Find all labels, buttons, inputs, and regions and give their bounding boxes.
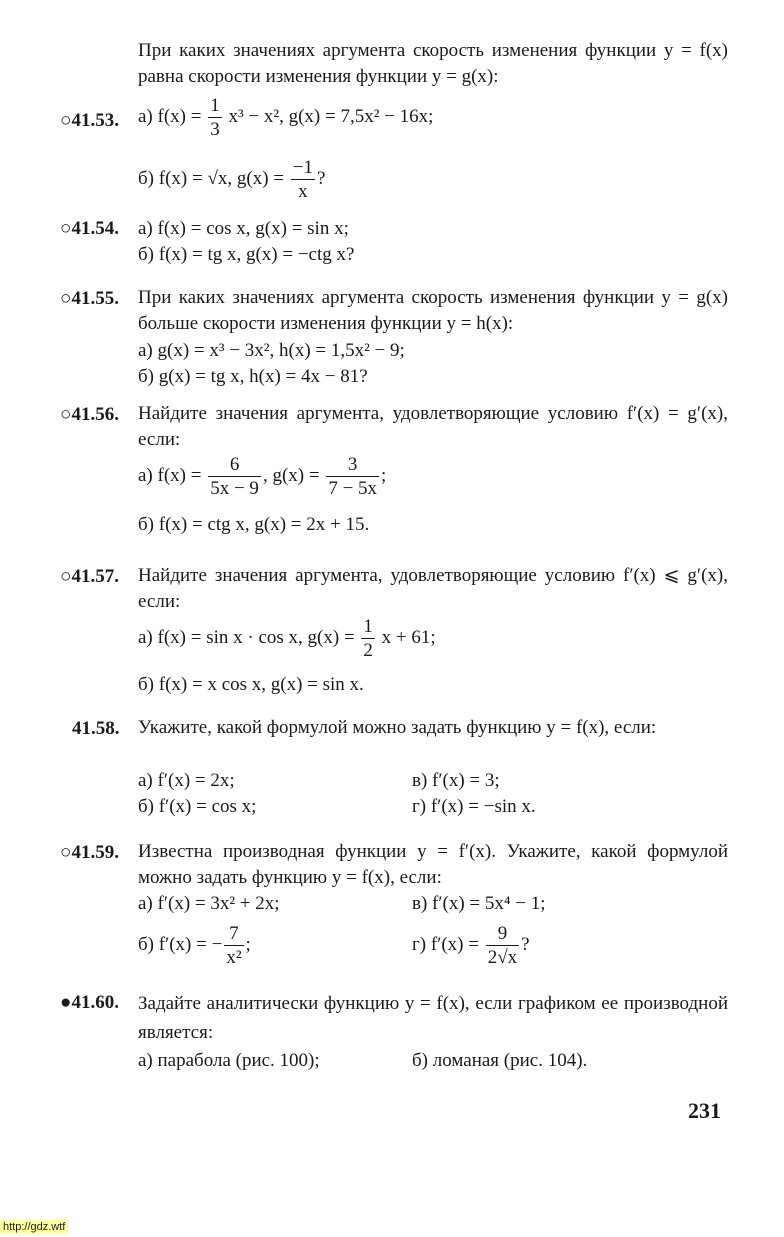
problem-41-57-text: Найдите значения аргумента, удовлетворяющие условию f′(x) ⩽ g′(x), если:: [138, 565, 728, 612]
problem-41-58-a: а) f′(x) = 2x;: [138, 770, 235, 791]
problem-number-41-53: ○41.53.: [60, 110, 119, 131]
p59-b-post: ;: [245, 933, 251, 955]
problem-41-57-a: [138, 617, 436, 660]
fraction: $\frac{9}{2√x}$: [487, 923, 518, 968]
fraction: $\frac{-1}{x}$: [292, 157, 313, 202]
source-link[interactable]: http://gdz.wtf: [0, 1220, 68, 1234]
problem-number-41-54: ○41.54.: [60, 218, 119, 239]
page-number: 231: [688, 1098, 721, 1123]
intro-text: При каких значениях аргумента скорость изменения функции y = f(x) равна скорости изменения функции y = g(x):: [138, 40, 728, 87]
p57-a-post: x + 61;: [381, 626, 436, 648]
problem-41-53-b: [138, 158, 325, 201]
problem-41-56-b: б) f(x) = ctg x, g(x) = 2x + 15.: [138, 514, 370, 535]
problem-41-56-a: [138, 455, 386, 498]
p57-a-pre: а) f(x) = sin x · cos x, g(x) =: [138, 626, 355, 648]
problem-41-60-a: а) парабола (рис. 100);: [138, 1050, 320, 1071]
problem-41-58-v: в) f′(x) = 3;: [412, 770, 500, 791]
fraction: $\frac{1}{3}$: [210, 95, 220, 140]
problem-41-54-a: а) f(x) = cos x, g(x) = sin x;: [138, 218, 349, 239]
p59-g-post: ?: [521, 933, 530, 955]
fraction: $\frac{6}{5x - 9}$: [210, 454, 259, 499]
problem-41-58-g: г) f′(x) = −sin x.: [412, 796, 536, 817]
p53-a-pre: а) f(x) =: [138, 105, 202, 127]
problem-number-41-59: ○41.59.: [60, 842, 119, 863]
problem-41-55-text: При каких значениях аргумента скорость изменения функции y = g(x) больше скорости изменения функции y = h(x):: [138, 287, 728, 334]
p53-b-post: ?: [316, 167, 326, 189]
p56-a-pre: а) f(x) =: [138, 464, 202, 486]
problem-number-41-57: ○41.57.: [60, 566, 119, 587]
problem-41-58-b: б) f′(x) = cos x;: [138, 796, 257, 817]
p59-b-pre: б) f′(x) = −: [138, 933, 223, 955]
p56-a-mid: , g(x) =: [262, 464, 320, 486]
problem-number-41-60: ●41.60.: [60, 992, 119, 1013]
problem-41-59-text: Известна производная функции y = f′(x). Укажите, какой формулой можно задать функцию y = f(x), если:: [138, 841, 728, 888]
problem-41-60-b: б) ломаная (рис. 104).: [412, 1050, 588, 1071]
problem-number-41-58: 41.58.: [72, 718, 120, 739]
fraction: $\frac{1}{2}$: [363, 616, 373, 661]
problem-41-55-b: б) g(x) = tg x, h(x) = 4x − 81?: [138, 366, 368, 387]
problem-number-41-55: ○41.55.: [60, 288, 119, 309]
problem-41-58-text: Укажите, какой формулой можно задать функцию y = f(x), если:: [138, 717, 657, 738]
p56-a-post: ;: [381, 464, 387, 486]
problem-41-56-text: Найдите значения аргумента, удовлетворяющие условию f′(x) = g′(x), если:: [138, 403, 728, 450]
p53-b-pre: б) f(x) = √x, g(x) =: [138, 167, 284, 189]
problem-41-59-g: [412, 924, 530, 967]
problem-41-59-v: в) f′(x) = 5x⁴ − 1;: [412, 893, 546, 914]
fraction: $\frac{7}{\text{x²}}$: [226, 923, 242, 968]
p53-a-post: x³ − x², g(x) = 7,5x² − 16x;: [228, 105, 434, 127]
problem-41-60-text: Задайте аналитически функцию y = f(x), если графиком ее производной является:: [138, 993, 728, 1043]
problem-41-57-b: б) f(x) = x cos x, g(x) = sin x.: [138, 674, 364, 695]
problem-41-53-a: [138, 96, 433, 139]
problem-number-41-56: ○41.56.: [60, 404, 119, 425]
fraction: $\frac{3}{7 - 5x}$: [328, 454, 378, 499]
problem-41-55-a: а) g(x) = x³ − 3x², h(x) = 1,5x² − 9;: [138, 340, 405, 361]
problem-41-59-a: а) f′(x) = 3x² + 2x;: [138, 893, 280, 914]
problem-41-54-b: б) f(x) = tg x, g(x) = −ctg x?: [138, 244, 355, 265]
p59-g-pre: г) f′(x) =: [412, 933, 479, 955]
problem-41-59-b: [138, 924, 251, 967]
